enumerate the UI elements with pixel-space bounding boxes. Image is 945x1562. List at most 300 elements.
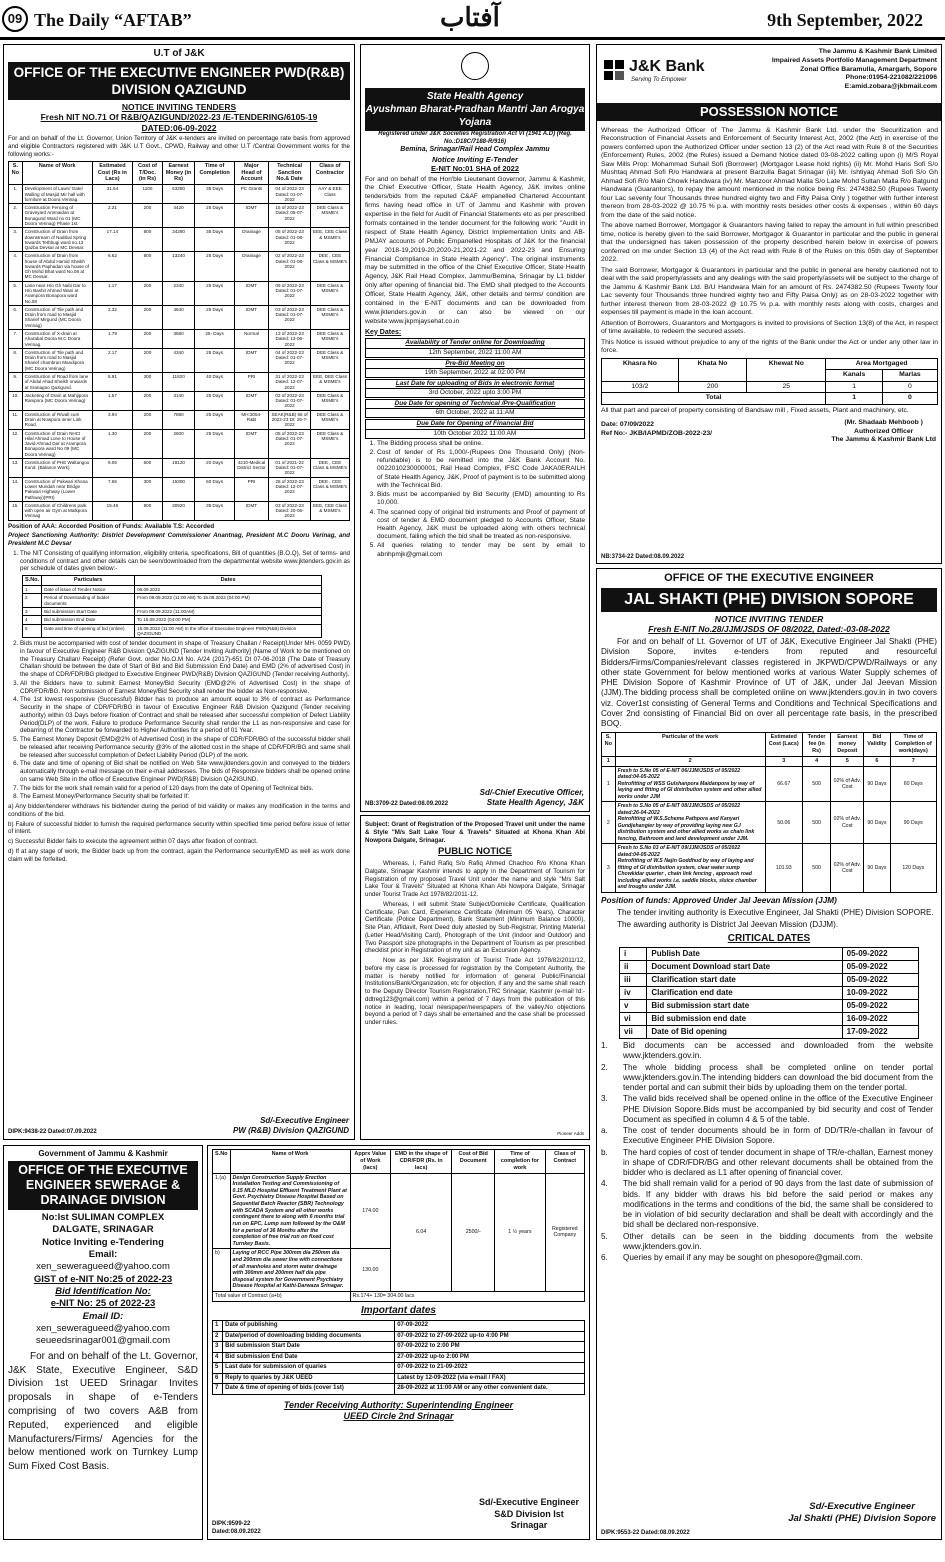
phe-cell: 90 Days [890,802,936,844]
jk-bank-name: J&K Bank [629,58,705,75]
table-row [9,501,350,520]
pwd-cell: 25 Days [195,281,234,305]
pwd-cell: 11. [9,410,23,429]
schedule-cell: Period of Downloading of bidder documents [42,594,135,608]
pwd-cell: 5.91 [92,372,133,391]
sew-important-dates-table [212,1320,585,1395]
masthead-logo: آفتاب [440,3,500,33]
pwd-column-header: Class of Contractor [310,161,349,185]
sew-authority-1: Tender Receiving Authority: Superintending Engineer [283,1399,514,1410]
sew-email-2: xen_seweragueed@yahoo.com [36,1323,170,1335]
pwd-cell: 8. [9,348,23,372]
pwd-cell: 5. [9,281,23,305]
pwd-cell: Lane near H/o Gh Nabi Dar to H/o Bashir Ahmed Wani at Arampora Bonapora ward No.08 [22,281,92,305]
schedule-column-header: Particulars [42,576,135,586]
schedule-cell: 2 [23,594,42,608]
pwd-cell: 13 of 2022-23 Dated: 13-06-2022 [269,330,311,349]
sew-bid-no: e-NIT No: 25 of 2022-23 [50,1298,156,1310]
pwd-cell: 05 of 2022-23 Dated: 01-07-2022 [269,429,311,458]
sew-signature: Sd/-Executive Engineer S&D Division Ist Srinagar [478,1497,579,1530]
pwd-cell: IDMT [234,204,268,228]
phe-cell: 500 [802,766,830,802]
sew-imp-cell: 07-09-2022 to 21-09-2022 [395,1363,585,1374]
pwd-cell: 11820 [162,372,195,391]
phe-critical-cell: 05-09-2022 [842,1000,918,1013]
sha-date-label: Last Date for uploading of Bids in electronic format [366,380,584,389]
pwd-cell: 15 of 2022-23 Dated: 05-07-2022 [269,204,311,228]
pwd-point: 3. All the Bidders have to submit Earnest Money/Bid Security (EMD@2% of Advertised Cost) in the shape of CDR/FDR/BG. Non submission of Earnest Money/Bid Security shall render the bidder as Non-responsive. [20,680,350,696]
sha-point: 3. Bids must be accompanied by Bid Security (EMD) amounting to Rs 10,000. [377,491,585,507]
schedule-cell: 16.09.2022 (11:00 AM) In the office of Executive Engineer PWD(R&B) Division QAZIGUND [135,624,322,638]
pwd-cell: 1.17 [92,281,133,305]
pwd-point: 4. The 1st lowest responsive (Successful) Bidder has to produce an amount equal to 3% of contract as Performance Security in the shape of CDR/FDR/BG in favour of Executive Engineer R&B Division Qazigund (Tender receiving authority) within 03 Days before fixation of Contract and shall be released after successful completion of Defect Liability Period(DLP) of the work. Failure to produce Performance Security shall render the L1 as non-responsive and case for debarring of the Contractor be forwarded to Higher Authorities for a period of 01 Year. [20,696,350,735]
sew-imp-cell: Latest by 12-09-2022 (via e-mail / FAX) [395,1373,585,1384]
tour-para-1: Whereas, I, Fahid Rafiq S/o Rafiq Ahmed Chachoo R/o Khona Khan Dalgate, Srinagar Kashmir intends to apply in the Department of Tourism for Registration of my proposed Travel Unit under the name and style "M/s Salt Lake Tour & Travels" Situated at Khona Khan Abi Nowpora Dalgate, Srinagar under Tourist Trade Act 1978/82/2011-12. [365,860,585,899]
jk-total-label: Total [602,393,826,404]
table-row [9,204,350,228]
table-row [23,594,322,608]
jk-cell: 200 [678,381,747,392]
sha-date-value: 19th September, 2022 at 02:00 PM [424,368,526,376]
pwd-point-1: 1. The NIT Consisting of qualifying information, eligibility criteria, specifications, Bill of quantities (B.O.Q), Set of terms- and conditions of contract and other details can be seen/downloaded from the departmental website www.jktenders.gov.in as per schedule of dates given below:- [20,550,350,573]
pwd-cell: 3. [9,228,23,252]
schedule-column-header: S.No. [23,576,42,586]
table-row [620,961,919,974]
tour-title: PUBLIC NOTICE [438,846,512,858]
pwd-cell: DEE , CEE Class & MSME's [310,477,349,501]
phe-column-number: 2 [615,756,765,766]
sha-date-label: Due Date for opening of Technical /Pre-Qualification [366,400,584,409]
table-row [23,607,322,615]
pwd-cell: 63280 [162,185,195,204]
schedule-cell: Bid submission End Date [42,616,135,624]
phe-cell: 500 [802,844,830,893]
sew-total-val: Rs.174+ 130= 304.00 lacs [350,1291,584,1301]
pwd-cell: Drainage [234,252,268,281]
schedule-cell: 06.09.2022 [135,586,322,594]
sew-address-1: No:Ist SULIMAN COMPLEX [41,1212,165,1223]
sew-imp-cell: 27-09-2022 up-to 2:00 PM [395,1352,585,1363]
sewerage-tender-ad [3,1145,203,1540]
pwd-column-header: Name of Work [22,161,92,185]
pwd-ref: DIPK:9438-22 Dated:07.09.2022 [8,1128,97,1135]
pwd-cell: 14. [9,477,23,501]
phe-point [601,1094,937,1125]
pwd-cell: 04 of 2022-23 Dated: 01-07-2022 [269,185,311,204]
sew-class: Registered Company [545,1173,584,1291]
pwd-subpoints [8,803,350,863]
pwd-cell: Construction of PHE Waltangoo Kund. (Balance Work) [22,458,92,477]
pwd-cell: EEE, CEE Class & MSME's [310,501,349,520]
pwd-cell: PC Grants [234,185,268,204]
pwd-cell: 15.46 [92,501,133,520]
pwd-cell: 7. [9,330,23,349]
pwd-cell: 20 Days [195,458,234,477]
pwd-cell: 60 Days [195,477,234,501]
schedule-cell: From 09.09.2022 (11:00 AM) To 15.09.2022 (04:00 PM) [135,594,322,608]
sha-points-list [377,440,585,559]
phe-cell: 500 [802,802,830,844]
table-row [9,429,350,458]
tourism-public-notice [360,815,590,1140]
pwd-cell: 6.62 [92,252,133,281]
pwd-subpoint: c) Successful Bidder fails to execute the agreement within 07 days after fixation of contract. [8,838,258,846]
pwd-nit: Fresh NIT NO.71 Of R&B/QAZIGUND/2022-23 /E-TENDERING/6105-19 [40,112,318,123]
sha-notice: Notice Inviting E-Tender [432,154,518,164]
pwd-cell: 1.57 [92,391,133,410]
sha-date-box [365,399,585,418]
sew-column-header: Cost of Bid Document [452,1150,495,1174]
sew-imp-cell: 07-09-2022 to 27-09-2022 up-to 4:00 PM [395,1331,585,1342]
table-row [602,381,938,392]
sha-registration: Registered under J&K Societies Registration Act VI (1941 A.D) (Reg. No.:D18C/7188-R/916) [378,131,572,145]
sew-row1-work: Design Construction Supply Erection Installation Testing and Commissioning of 0.15 MLD Hospital Effluent Treatment Plant at Govt. Psychiatry Disease Hospital Based on Sequential Batch Reactor (SBR) Technology with SCADA System and all other works contingent there to along with 6 months trial run on EPC, Lump sum followed by the O&M for a period of 36 Months after the completion of free trial run on fixed cost Turnkey Basis. [230,1173,350,1249]
pwd-cell: Construction of Drain NHCI Hilal Ahmad Lone to House of Javid Ahmad Dar at Arampora Bonapora ward No 09 (MC Doora Verinag) [22,429,92,458]
sew-works-table [212,1149,585,1302]
sha-enit: E-NIT No:01 SHA of 2022 [430,164,520,174]
sew-title: OFFICE OF THE EXECUTIVE ENGINEER SEWERAGE & DRAINAGE DIVISION [8,1161,198,1210]
pwd-cell: 25 Days [195,410,234,429]
table-row [620,974,919,987]
pwd-cell: 600 [133,458,163,477]
pwd-cell: 4210-Medical District Sector [234,458,268,477]
sew-total-label: Total value of Contract (a+b) [213,1291,351,1301]
jk-total-kanals: 1 [826,393,883,404]
phe-cell: 3 [602,844,616,893]
table-row [9,372,350,391]
pwd-column-header: Earnest Money (in Rs) [162,161,195,185]
sha-date-label: Pre-Bid Meeting on [366,360,584,369]
phe-point [601,1253,937,1263]
table-row [23,616,322,624]
sha-point: 2. Cost of tender of Rs 1,000/-(Rupees One Thousand Only) (Non- refundable) is to be remitted into the J&K Bank Account No. 0022010230000001, Rail Head Complex, IFSC Code JAKA0ERAILH of State Health Agency, J&K, Proof of payment is to be submitted along with the Technical Bid. [377,449,585,490]
phe-works-table [601,732,937,893]
pwd-cell: 4640 [162,305,195,329]
phe-critical-cell: Bid submission end date [647,1013,842,1026]
jk-para-5: This Notice is issued without prejudice to any of the rights of the Bank under the Act or under any other law in force. [601,338,938,355]
table-row [213,1384,585,1395]
pwd-subpoint: a) Any bidder/tenderer withdraws his bid/tender during the period of bid validity or makes any modification in the terms and conditions of the bid. [8,803,350,818]
jk-bank-header [737,48,937,92]
phe-column-header: Bid Validity [864,733,890,757]
phe-cell: Fresh to S.No 05 of E-NIT 08/JJM/JSDS of 05/2022 dated:26-04-2022 Retrofitting of W.S.Scheme Pathpora and Kanyari Gundjehangier by way of providing laying new G.I distribution system and other allied works as chain link fencing, Bathroom and land development under JJM. [615,802,765,844]
pwd-cell: 1. [9,185,23,204]
pwd-cell: 300 [133,477,163,501]
sew-imp-cell: Bid submission End Date [223,1352,395,1363]
phe-point [601,1126,937,1147]
pwd-notice-title: NOTICE INVITING TENDERS [121,101,237,112]
sew-notice: Notice Inviting e-Tendering [42,1236,164,1248]
table-row [9,185,350,204]
phe-point [601,1148,937,1179]
sew-column-header: EMD in the shape of CDR/FDR (Rs. in lacs) [391,1150,452,1174]
pwd-column-header: Time of Completion [195,161,234,185]
table-row [620,987,919,1000]
sew-imp-cell: Reply to quaries by J&K UEED [223,1373,395,1384]
jk-header-line: Phone:01954-221082/221096 [845,74,937,82]
phe-point-text: The valid bids received shall be opened online in the office of the Executive Engineer PHE Division Sopore.Bids must be accompanied by bid security and cost of Tender Document as specified in column 4 & 5 of the table. [623,1094,933,1124]
table-row [9,410,350,429]
sew-email-3: seueedsrinagar001@gmail.com [35,1335,171,1347]
phe-cell: 90 Days [864,844,890,893]
pwd-cell: 800 [133,228,163,252]
pwd-cell: DEE Class & MSME's [310,305,349,329]
phe-critical-cell: ii [620,961,647,974]
jk-para-6: All that part and parcel of property consisting of Bandsaw mill , Fixed assets, Plant and machinery, etc. [601,406,909,414]
table-row [23,624,322,638]
sha-ref: NB:3709-22 Dated:08.09.2022 [365,800,449,807]
pwd-cell: 02 of 2022-23 Dated: 01-07-2022 [269,391,311,410]
sew-row2-no: b) [213,1249,231,1292]
pwd-cell: 35 Days [195,185,234,204]
pwd-cell: DEE Class & MSME's [310,391,349,410]
pwd-point: 6. The date and time of opening of Bid shall be notified on Web Site www.jktenders.gov.in and conveyed to the bidders automatically through e-mail message on their e-mail addresses. The bids of Responsive bidders shall be opened online on same Web Site in the office of Executive Engineer PWD(R&B) Division QAZIGUND. [20,760,350,783]
phe-notice: NOTICE INVITING TENDER [714,613,824,624]
pwd-cell: 200 [133,204,163,228]
pwd-works-table [8,161,350,521]
pwd-cell: 1100 [133,185,163,204]
pwd-cell: 35 Days [195,501,234,520]
jk-cell: 103/2 [602,381,679,392]
table-row [213,1352,585,1363]
sha-key-dates-label: Key Dates: [365,328,402,336]
jk-th-kanals: Kanals [826,370,883,381]
pwd-cell: Construction of R/wall cum Drain at Nowpora inner Link Road. [22,410,92,429]
pwd-cell: 05 of 2022-23 Dated: 01-08-2022 [269,228,311,252]
pwd-cell: 2.32 [92,305,133,329]
phe-point [601,1063,937,1094]
pwd-cell: Construction of Drain from house of Abdul Hamid Sheikh towards Paphadan via house of Gh Mohd Bhat ward No.08 at MC Devsar. [22,252,92,281]
pwd-cell: 2.17 [92,348,133,372]
sew-imp-cell: Date of publishing [223,1321,395,1332]
table-row [213,1173,585,1249]
jk-body [601,125,938,453]
phe-point-label: 5. [601,1231,608,1241]
sew-column-header: Apprx Value of Work (lacs) [350,1150,391,1174]
phe-point-label: b. [601,1147,608,1157]
pwd-cell: 25 Days [195,204,234,228]
phe-point-text: The whole bidding process shall be completed online on tender portal www.jktenders.gov.in.The intending bidders can download the bid document from the tender portal and can submit their bids by uploading them on the tender portal. [623,1062,933,1092]
pwd-cell: 7.65 [92,477,133,501]
pwd-signature: Sd/-Executive Engineer PW (R&B) Division QAZIGUND [233,1116,349,1135]
sha-date-value: 6th October, 2022 at 11:AM [435,409,515,417]
phe-points-list [601,1041,937,1263]
pwd-cell: Drainage [234,228,268,252]
jk-header-line: Impaired Assets Portfolio Management Department [771,56,937,64]
jk-cell: 1 [826,381,883,392]
sew-row2-work: Laying of RCC Pipe 300mm dia 250mm dia and 200mm dia sewer line with connections of all manholes and storm water drainage with 300mm and 200mm half dia pipe disposal system for Government Psychiatry Disease Hospital at Kathi-Darwaza Srinagar. [230,1249,350,1292]
phe-title: JAL SHAKTI (PHE) DIVISION SOPORE [601,588,937,612]
issue-date: 9th September, 2022 [767,10,923,30]
pwd-cell: Construction of Road from lane of Abdul Ahad Sheikh onwards at Sranagoo Qazigund. [22,372,92,391]
sha-tender-ad [360,44,590,812]
sew-row2-val: 130.00 [350,1249,391,1292]
schedule-cell: Date of issue of Tender Notice [42,586,135,594]
phe-critical-cell: vii [620,1026,647,1039]
jk-th-area: Area Mortgaged [826,358,938,369]
phe-column-header: Tender fee (in Rs) [802,733,830,757]
pwd-sanction: Project Sanctioning Authority: District Development Commissioner Anantnag, President M.C Dooru Verinag, and President M.C Devsar [8,532,350,548]
sew-gist: GIST of e-NIT No:25 of 2022-23 [33,1273,173,1285]
phe-column-number: 6 [864,756,890,766]
table-row [620,1000,919,1013]
phe-point [601,1232,937,1253]
pwd-cell: 30920 [162,501,195,520]
jk-notice-title: POSSESSION NOTICE [597,103,941,121]
phe-column-header: Earnest money Deposit [831,733,864,757]
table-row [213,1363,585,1374]
phe-critical-cell: 16-09-2022 [842,1013,918,1026]
pwd-cell: MH:3054-R&B [234,410,268,429]
pwd-cell: 03 of 2022-23 Dated: 20-06-2022 [269,501,311,520]
pwd-cell: 2340 [162,281,195,305]
pwd-cell: EEE, DEE Class & MSME's [310,372,349,391]
phe-column-header: Particular of the work [615,733,765,757]
sew-body: For and on behalf of the Lt. Governor, J&K State, Executive Engineer, S&D Division 1st UEED Srinagar Invites proposals in shape of e-Tenders comprising of two covers A&B from Reputed, experienced and eligible Manufacturers/Firms/ Agencies for the below mentioned work on Turnkey Lump Sum Fixed Cost Basis. [8,1350,198,1473]
phe-awarding: The awarding authority is District Jal Jeevan Mission (DJJM). [617,920,839,930]
pwd-subpoint: b) Failure of successful bidder to furnish the required performance security within specified time period before issue of letter of intent. [8,820,350,836]
page-number: 09 [2,6,28,32]
phe-critical-cell: i [620,948,647,961]
tour-ref: Pioneer Adds [557,1131,584,1137]
jk-th-khasra: Khasra No [602,358,679,381]
jk-total-marlas: 0 [882,393,937,404]
sew-imp-cell: 1 [213,1321,223,1332]
table-row [602,393,938,404]
jk-th-khewat: Khewat No [747,358,826,381]
sha-signature: Sd/-Chief Executive Officer, State Health Agency, J&K [479,788,584,807]
phe-point-label: 4. [601,1179,608,1189]
jk-footer [601,417,938,453]
pwd-cell: IDMT [234,429,268,458]
table-row [9,305,350,329]
phe-tender-ad [596,568,942,1540]
jk-header-line: The Jammu & Kashmir Bank Limited [818,48,937,55]
pwd-cell: PRI [234,477,268,501]
sew-imp-cell: 28-09-2022 at 11:00 AM or any other convenient date. [395,1384,585,1395]
pwd-cell: 18120 [162,458,195,477]
phe-cell: 90 Days [864,802,890,844]
phe-cell: 60 Days [890,766,936,802]
phe-cell: 02% of Adv. Cost [831,766,864,802]
sew-imp-cell: 07-09-2022 to 2:00 PM [395,1342,585,1353]
pwd-cell: IDMT [234,281,268,305]
pwd-cell: 13. [9,458,23,477]
pwd-cell: 06 of 2022-23 Dated: 01-07-2022 [269,281,311,305]
pwd-tender-ad [3,44,355,1140]
pwd-cell: 03 of 2022-23 Dated: 01-07-2022 [269,305,311,329]
pwd-column-header: Cost of T/Doc. (in Rs) [133,161,163,185]
jk-cell: 0 [882,381,937,392]
phe-column-number: 7 [890,756,936,766]
pwd-cell: 6. [9,305,23,329]
phe-tia: The tender inviting authority is Executive Engineer, Jal Shakti (PHE) Division SOPORE. [617,908,934,917]
pwd-schedule-table [22,575,322,638]
sew-row1-val: 174.00 [350,1173,391,1249]
pwd-cell: IDMT [234,501,268,520]
jk-ref-no: Ref No:- JKB/IAPMD/ZOB-2022-23/ [601,430,713,438]
pwd-column-header: Technical Sanction No.& Date [269,161,311,185]
pwd-cell: 4420 [162,204,195,228]
pwd-cell: 31 of 2022-23 Dated: 12-07-2022 [269,372,311,391]
pwd-cell: 200 [133,281,163,305]
sew-imp-cell: Last date for submission of quaries [223,1363,395,1374]
sew-imp-cell: 6 [213,1373,223,1384]
pwd-cell: 9.06 [92,458,133,477]
sha-date-label: Due Date for Opening of Financial Bid [366,420,584,429]
sew-govt: Government of Jammu & Kashmir [38,1149,168,1158]
pwd-points-list [20,640,350,801]
pwd-point: 5. The Earnest Money Deposit (EMD@2% of Advertised Cost) in the shape of CDR/FDR/BG of the successful bidder shall be released after receiving Performance security @3% of the allotted cost in the shape of CDR/FDR/BG and same shall be released after successful completion of Defect Liability Period (DLP) of the work. [20,736,350,759]
pwd-cell: 200 [133,391,163,410]
pwd-cell: 35 Days [195,228,234,252]
pwd-cell: 1.30 [92,429,133,458]
phe-column-number: 1 [602,756,616,766]
schedule-cell: 1 [23,586,42,594]
phe-point [601,1041,937,1062]
jk-th-khata: Khata No [678,358,747,381]
pwd-cell: 31.64 [92,185,133,204]
jk-bank-logo [601,53,711,93]
phe-critical-cell: Date of Bid opening [647,1026,842,1039]
phe-critical-cell: Bid submission start date [647,1000,842,1013]
table-row [9,252,350,281]
table-row [9,391,350,410]
sha-emblem-wrap [365,48,585,88]
sew-column-header: Name of Work [230,1150,350,1174]
pwd-cell: IDMT [234,305,268,329]
phe-cell: 02% of Adv. Cost [831,844,864,893]
pwd-column-header: Estimated Cost (Rs in Lacs) [92,161,133,185]
pwd-cell: 2.21 [92,204,133,228]
pwd-cell: IDMT [234,391,268,410]
phe-point-label: 1. [601,1041,608,1050]
jk-para-4: Attention of Borrowers, Guarantors and Mortgagors is invited to provisions of Section 13(8) of the Act, in respect of time available, to redeem the secured assets. [601,319,938,336]
phe-point-label: a. [601,1126,608,1135]
pwd-cell: 25 of 2022-23 Dated: 12-07-2022 [269,477,311,501]
pwd-cell: DEE , CEE Class & MSME's [310,458,349,477]
sha-point: 4. The scanned copy of original bid instruments and Proof of payment of cost of tender & EMD document pledged to Accounts Officer, State Health Agency, J&K must be uploaded along with others technical document, failing which the bid shall be treated as non-responsive. [377,509,585,542]
pwd-cell: 10. [9,391,23,410]
phe-cell: Fresh to S.No 03 of E-NIT 09/JJM/JSDS of 05/2022 dated:04-05-2022 Retrofitting of W.S Najin Goddhud by way of laying and fitting of GI distribution system, clear water sump Chowkidar quarter , chain link fencing , approach road including allied works i.e. saddle blocks, sluice chamber and troughs under JJM. [615,844,765,893]
pwd-cell: 25 Days [195,429,234,458]
pwd-cell: Construction of Drain from downstream of Nadibal Spring towards Tethbugi ward no.13 Qazba Devsar at MC Devsar. [22,228,92,252]
phe-critical-cell: Document Download start Date [647,961,842,974]
phe-cell: 50.06 [765,802,802,844]
phe-point-label: 3. [601,1094,608,1104]
schedule-column-header: Dates [135,576,322,586]
phe-critical-cell: 05-09-2022 [842,961,918,974]
phe-column-number: 5 [831,756,864,766]
ayushman-emblem-icon [461,52,489,80]
sha-title: State Health Agency Ayushman Bharat-Pradhan Mantri Jan Arogya Yojana [365,88,585,131]
table-row [213,1373,585,1384]
sha-date-value: 12th September, 2022 11:00 AM [428,348,522,356]
phe-point-text: Bid documents can be accessed and downloaded from the website www.jktenders.gov.in. [623,1041,933,1061]
schedule-cell: 5 [23,624,42,638]
pwd-cell: DEE Class & MSME's [310,429,349,458]
table-row [620,1013,919,1026]
table-row [213,1331,585,1342]
pwd-cell: 200 [133,410,163,429]
schedule-cell: Date and time of opening of bid (online) [42,624,135,638]
sha-date-box [365,419,585,438]
sew-email-id-label: Email ID: [82,1310,124,1322]
pwd-cell: 04 of 2022-23 Dated: 01-07-2022 [269,348,311,372]
sew-imp-cell: 3 [213,1342,223,1353]
phe-critical-table [619,947,919,1039]
sew-imp-cell: Date/period of downloading bidding documents [223,1331,395,1342]
